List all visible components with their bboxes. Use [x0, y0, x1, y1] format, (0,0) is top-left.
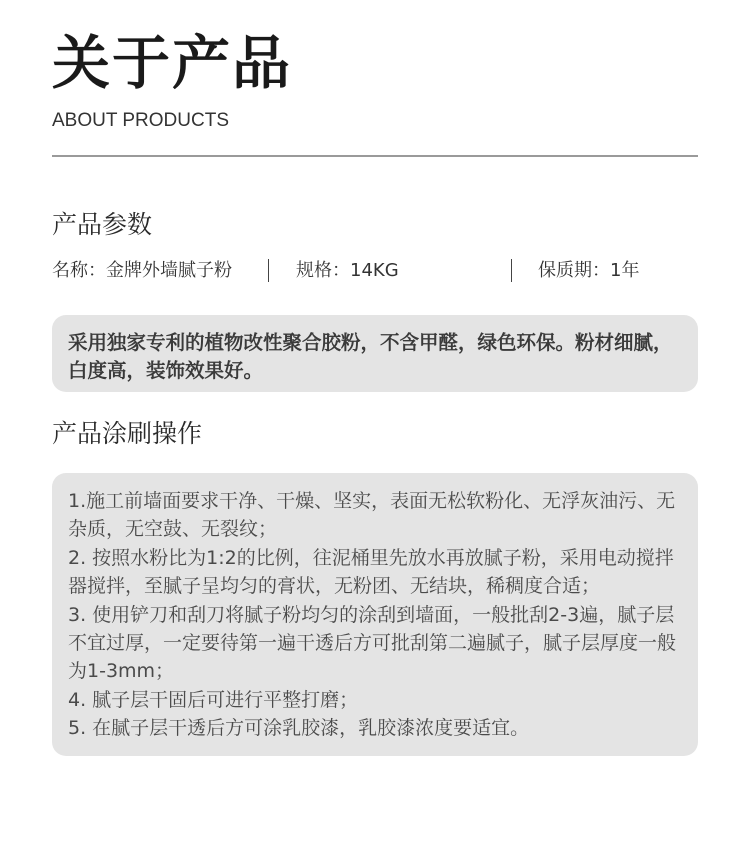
param-shelf-life-value: 1年 — [610, 260, 640, 281]
param-name — [52, 258, 232, 284]
param-spec-value: 14KG — [350, 260, 399, 281]
usage-step: 2. 按照水粉比为1:2的比例，往泥桶里先放水再放腻子粉，采用电动搅拌器搅拌，至腻子呈均匀的膏状，无粉团、无结块，稀稠度合适； — [68, 546, 674, 598]
usage-steps-box — [52, 473, 698, 756]
param-spec-label: 规格： — [296, 260, 350, 281]
param-spec — [296, 258, 399, 284]
usage-section-title: 产品涂刷操作 — [52, 419, 203, 448]
param-separator — [511, 259, 512, 282]
param-name-label: 名称： — [52, 260, 106, 281]
param-shelf-life-label: 保质期： — [538, 260, 610, 281]
params-section-title: 产品参数 — [52, 210, 153, 239]
param-name-value: 金牌外墙腻子粉 — [106, 260, 232, 281]
usage-step: 3. 使用铲刀和刮刀将腻子粉均匀的涂刮到墙面，一般批刮2-3遍，腻子层不宜过厚，一定要待第一遍干透后方可批刮第二遍腻子，腻子层厚度一般为1-3mm； — [68, 603, 677, 683]
usage-step: 4. 腻子层干固后可进行平整打磨； — [68, 688, 359, 711]
usage-step: 5. 在腻子层干透后方可涂乳胶漆，乳胶漆浓度要适宜。 — [68, 717, 530, 740]
param-shelf-life — [538, 258, 639, 284]
param-separator — [268, 259, 269, 282]
params-row — [52, 258, 712, 284]
intro-box — [52, 315, 698, 392]
page-subtitle: ABOUT PRODUCTS — [52, 110, 230, 131]
header-divider — [52, 155, 698, 157]
usage-step: 1.施工前墙面要求干净、干燥、坚实，表面无松软粉化、无浮灰油污、无杂质，无空鼓、无裂纹； — [68, 490, 676, 541]
page-title: 关于产品 — [52, 29, 293, 97]
intro-text: 采用独家专利的植物改性聚合胶粉，不含甲醛，绿色环保。粉材细腻，白度高，装饰效果好。 — [68, 331, 673, 382]
